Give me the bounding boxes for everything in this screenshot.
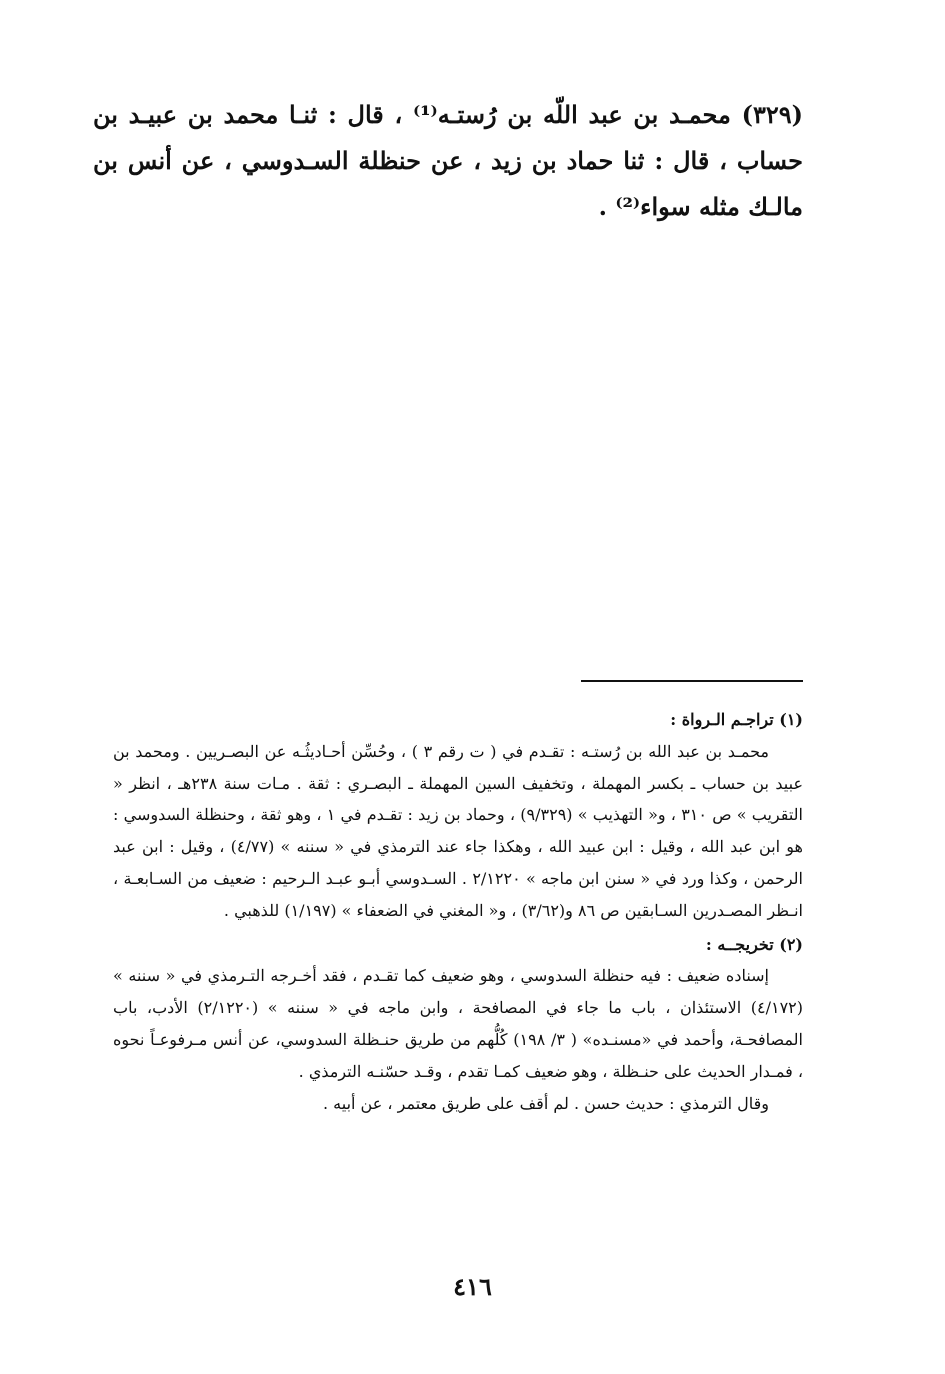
hadith-text: (٣٢٩) محمـد بن عبد اللّه بن رُستـه⁽¹⁾ ، قال : ثنـا محمد بن عبيـد بن حساب ، قال : ثنا حماد بن زيد ، عن حنظلة السـدوسي ، عن أنس بن مالـك مثله سواء⁽²⁾ . bbox=[93, 100, 803, 221]
footnote-heading: (١) تراجـم الـرواة : bbox=[670, 710, 803, 729]
footnote-1 bbox=[113, 704, 803, 927]
footnote-paragraph: وقال الترمذي : حديث حسن . لم أقف على طريق معتمر ، عن أبيه . bbox=[322, 1093, 769, 1113]
main-text bbox=[93, 92, 803, 230]
footnote-paragraph: محمـد بن عبد الله بن رُستـه : تقـدم في ( ت رقم ٣ ) ، وحُسِّن أحـاديثُـه عن البصـريين . ومحمد بن عبيد بن حساب ـ بكسر المهملة ، وتخفيف السين المهملة ـ البصـري : ثقة . مـات سنة ٢٣٨هـ ، انظر « التقريب » ص ٣١٠ ، و« التهذيب » (٩/٣٢٩) ، وحماد بن زيد : تقـدم في ١ ، وهو ثقة ، وحنظلة السدوسي : هو ابن عبد الله ، وقيل : ابن عبيد الله ، وهكذا جاء عند الترمذي في « سننه » (٤/٧٧) ، وقيل : ابن عبد الرحمن ، وكذا ورد في « سنن ابن ماجه » ٢/١٢٢٠ . السـدوسي أبـو عبـد الـرحيم : ضعيف من السـابعـة ، انـظر المصـدرين السـابقين ص ٨٦ و(٣/٦٢) ، و« المغني في الضعفاء » (١/١٩٧) للذهبي . bbox=[113, 741, 804, 920]
footnote-paragraph: إسناده ضعيف : فيه حنظلة السدوسي ، وهو ضعيف كما تقـدم ، فقد أخـرجه التـرمذي في « سننه » (٤/١٧٢) الاستئذان ، باب ما جاء في المصافحة ، وابن ماجه في « سننه » (٢/١٢٢٠) الأدب، باب المصافحـة، وأحمد في «مسنـده» ( ٣/ ١٩٨) كُلُّهم من طريق حنـظلة السدوسي، عن أنس مـرفوعـاً نحوه ، فمـدار الحديث على حنـظلة ، وهو ضعيف كمـا تقدم ، وقـد حسّنـه الترمذي . bbox=[113, 966, 804, 1081]
footnote-heading: (٢) تخريجــه : bbox=[705, 934, 803, 954]
footnote-2 bbox=[113, 929, 803, 1120]
footnotes bbox=[113, 704, 803, 1121]
footnote-divider bbox=[581, 680, 803, 682]
page-number: ٤١٦ bbox=[453, 1272, 492, 1301]
